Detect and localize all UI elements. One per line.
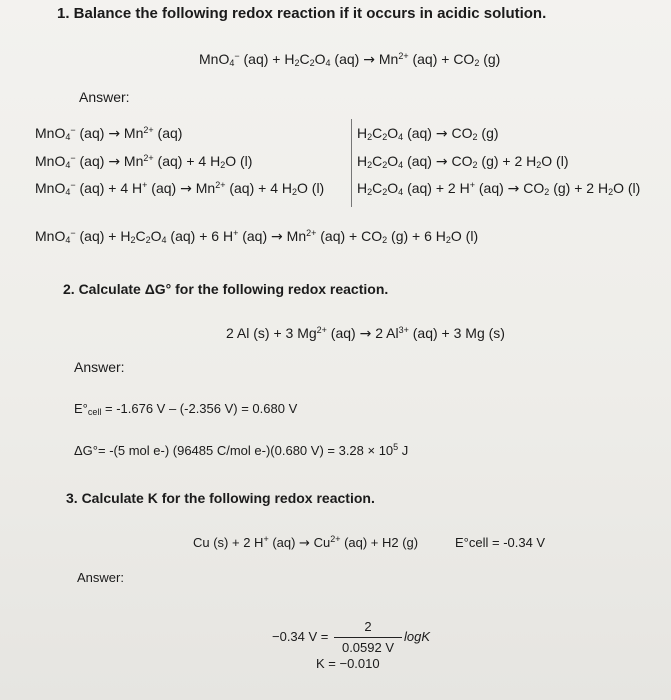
q1-left-step-1: MnO$_4$− $(aq) \to Mn^{2+}$ (aq) [35,125,183,142]
q3-ecell-given: E°cell = -0.34 V [455,535,546,550]
q2-ecell: $E^\circ_{cell} = -1.676$ V – (-2.356 V) = 0.680 V [74,401,298,417]
q3-fraction-bar [334,637,402,638]
q1-answer-label: Answer: [79,89,130,105]
q3-eq-lhs: −0.34 V = [272,629,329,644]
q3-title: 3. Calculate K for the following redox reaction. [66,490,375,506]
q1-left-step-3: MnO$_4$− (aq) + 4 H+ $(aq) \to Mn^{2+}$ (aq) + 4 $H_2O$ (l) [35,180,325,197]
q2-reaction: 2 Al (s) + 3 $Mg^{2+}$ (aq) → 2 $Al^{3+}$ (aq) + 3 Mg (s) [226,325,505,342]
q3-answer-label: Answer: [77,570,124,585]
q1-right-step-3: $H_2C_2O_4$ (aq) + 2 H+ $(aq) \to CO_2$ (g) + 2 $H_2O$ (l) [357,180,641,197]
q3-eq-denominator: 0.0592 V [341,640,395,655]
q3-reaction: Cu (s) + 2 H+ $(aq) \to Cu^{2+}$ (aq) + H2 (g) [193,534,419,551]
q3-result: K = −0.010 [316,656,380,671]
q1-final-equation: MnO$_4$− $(aq) + H_2C_2O_4$ (aq) + 6 H+ $(aq) \to Mn^{2+}$ $(aq) + CO_2$ (g) + 6 $H_2O$ (l) [35,228,479,245]
q1-left-step-2: MnO$_4$− $(aq) \to Mn^{2+}$ (aq) + 4 $H_2O$ (l) [35,153,253,170]
q2-title: 2. Calculate ΔG° for the following redox reaction. [63,281,389,297]
q1-right-step-1: $H_2C_2O_4$ $(aq) \to CO_2$ (g) [357,125,499,142]
q1-right-step-2: $H_2C_2O_4$ $(aq) \to CO_2$ (g) + 2 $H_2O$ (l) [357,153,569,170]
q2-answer-label: Answer: [74,359,125,375]
q1-reaction: MnO$_4$− $(aq) + H_2C_2O_4$ $(aq) \to Mn^{2+}$ $(aq) + CO_2$ (g) [199,51,501,68]
column-divider [351,119,352,207]
q1-title: 1. Balance the following redox reaction if it occurs in acidic solution. [57,5,547,22]
q2-delta-g: ΔG°= -(5 mol e-) (96485 C/mol e-)(0.680 $V) = 3.28 \times 10^5$ J [74,442,409,458]
q3-eq-rhs: logK [404,629,431,644]
q3-eq-numerator: 2 [364,619,372,634]
